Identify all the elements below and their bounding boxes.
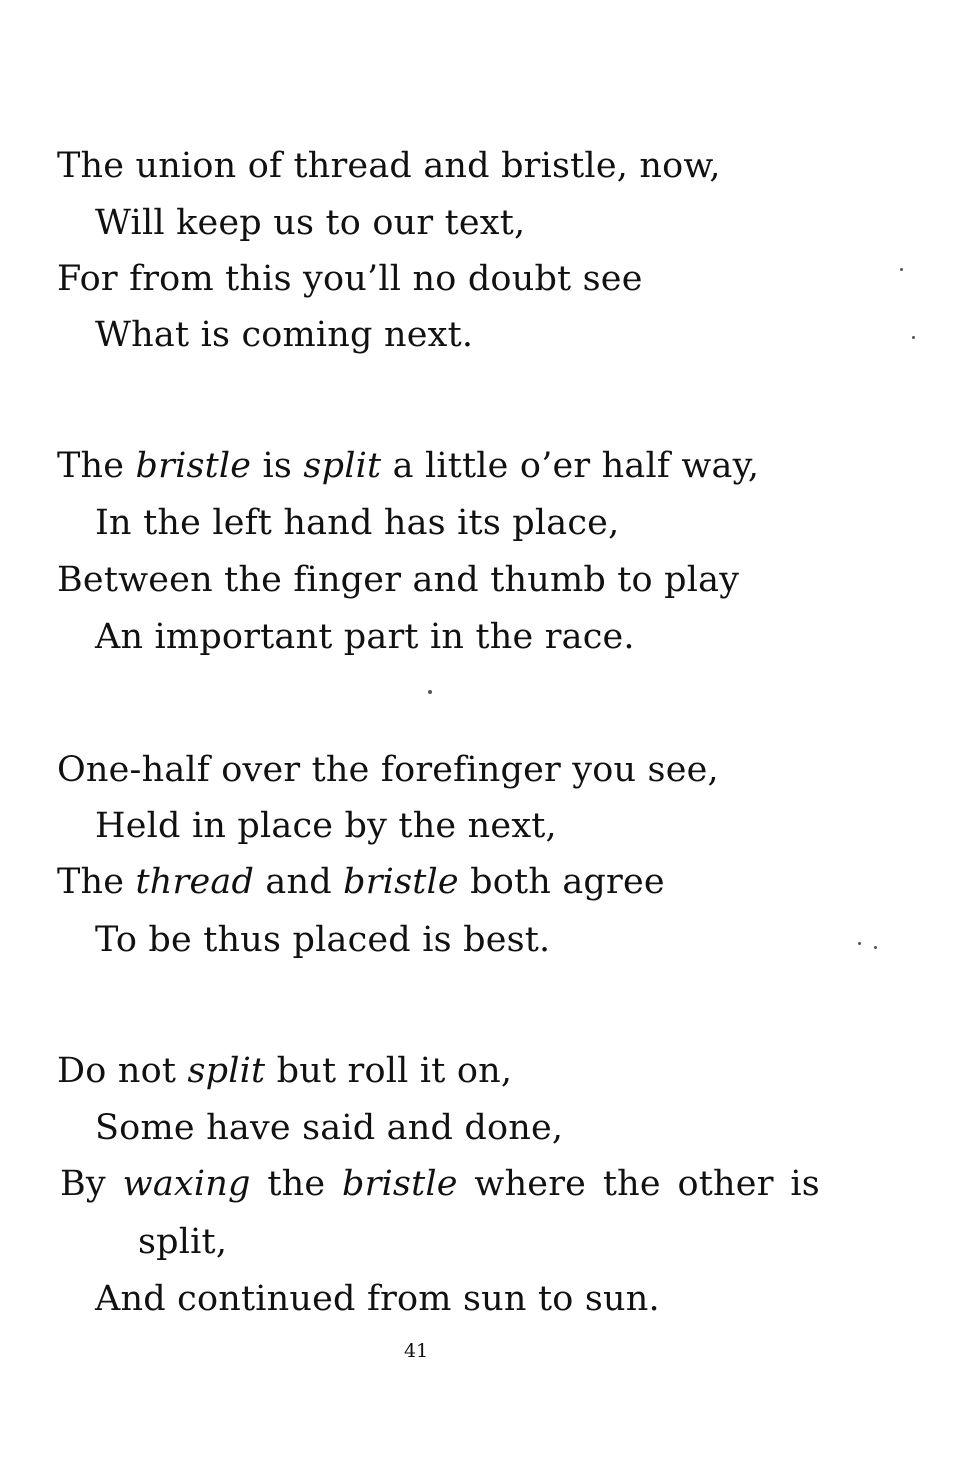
poem-line-justified — [60, 1164, 820, 1204]
scan-speck — [428, 690, 432, 694]
poem-line: To be thus placed is best. — [95, 920, 551, 960]
poem-line — [57, 446, 759, 486]
text-run: and — [254, 862, 344, 902]
poem-line — [57, 1051, 512, 1091]
text-run: Do not — [57, 1051, 188, 1091]
scan-speck — [858, 942, 861, 945]
italic-word: bristle — [135, 446, 252, 486]
italic-word: bristle — [341, 1164, 458, 1204]
word: where — [474, 1164, 587, 1204]
poem-line: One-half over the forefinger you see, — [57, 750, 719, 790]
scan-speck — [912, 336, 915, 339]
poem-line: Will keep us to our text, — [95, 203, 526, 243]
scan-speck — [900, 268, 903, 271]
text-run: a little o’er half way, — [381, 446, 760, 486]
italic-word: waxing — [122, 1164, 251, 1204]
poem-line: Some have said and done, — [95, 1108, 564, 1148]
poem-line: In the left hand has its place, — [95, 503, 620, 543]
scan-speck — [874, 946, 877, 949]
italic-word: split — [303, 446, 382, 486]
word: other — [677, 1164, 774, 1204]
poem-line-turnover: split, — [138, 1222, 228, 1262]
text-run: both agree — [458, 862, 665, 902]
poem-line — [57, 862, 665, 902]
poem-line: And continued from sun to sun. — [95, 1279, 660, 1319]
page-number: 41 — [404, 1340, 429, 1362]
text-run: The — [57, 446, 136, 486]
poem-line: For from this you’ll no doubt see — [57, 259, 643, 299]
poem-line: The union of thread and bristle, now, — [57, 146, 721, 186]
italic-word: bristle — [343, 862, 459, 902]
word: is — [790, 1164, 820, 1204]
word: By — [60, 1164, 106, 1204]
text-run: The — [57, 862, 136, 902]
word: the — [602, 1164, 661, 1204]
poem-line: An important part in the race. — [95, 617, 635, 657]
text-run: but roll it on, — [265, 1051, 513, 1091]
text-run: is — [251, 446, 304, 486]
word: the — [267, 1164, 326, 1204]
poem-line: Between the finger and thumb to play — [57, 560, 740, 600]
poem-line: What is coming next. — [95, 315, 474, 355]
poem-line: Held in place by the next, — [95, 806, 557, 846]
italic-word: thread — [135, 862, 255, 902]
italic-word: split — [187, 1051, 266, 1091]
